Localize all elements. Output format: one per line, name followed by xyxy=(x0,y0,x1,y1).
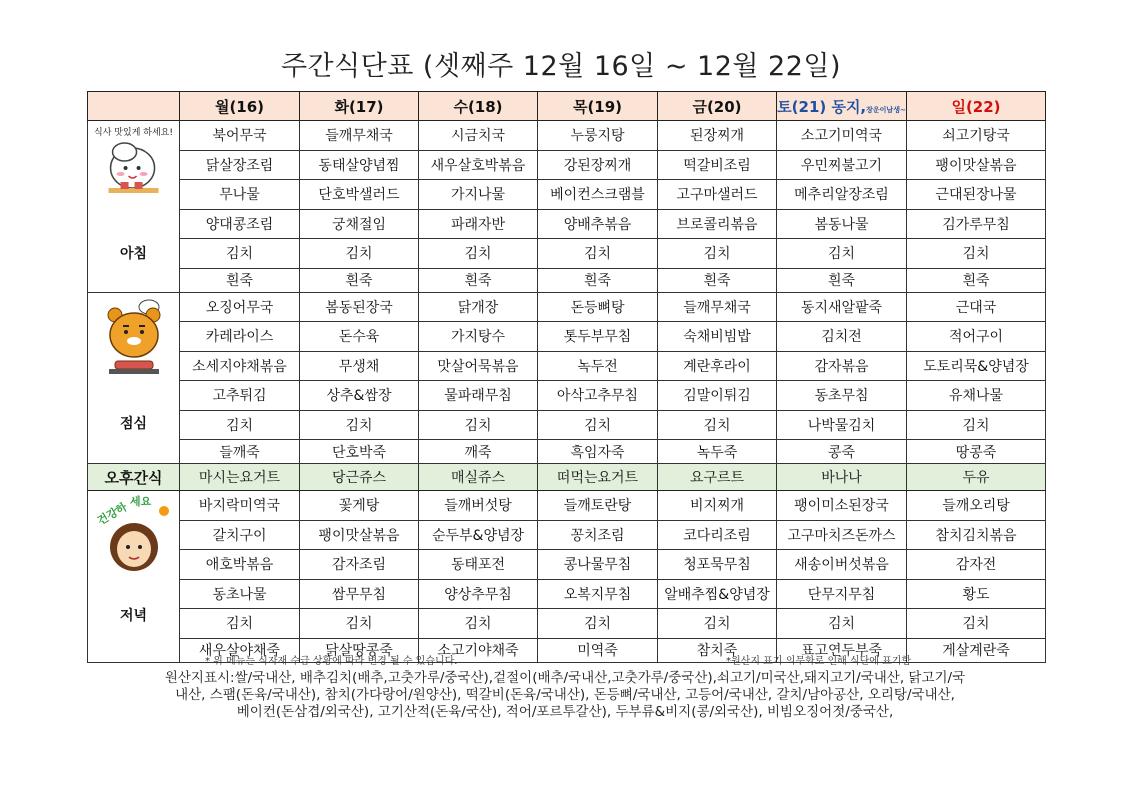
day-header: 월(16) xyxy=(180,92,300,121)
menu-item: 청포묵무침 xyxy=(658,550,777,580)
menu-item: 고추튀김 xyxy=(180,381,300,411)
day-header: 금(20) xyxy=(658,92,777,121)
menu-item: 동지새알팥죽 xyxy=(777,292,907,322)
menu-item: 김치전 xyxy=(777,322,907,352)
menu-item: 새우살호박볶음 xyxy=(419,150,538,180)
snack-item: 매실쥬스 xyxy=(419,464,538,491)
dinner-meal-cell xyxy=(88,491,180,663)
day-header-sunday: 일(22) xyxy=(907,92,1046,121)
menu-item: 김치 xyxy=(538,239,658,269)
menu-item: 김치 xyxy=(907,410,1046,440)
menu-item: 황도 xyxy=(907,579,1046,609)
menu-item: 나박물김치 xyxy=(777,410,907,440)
menu-item: 김치 xyxy=(300,239,419,269)
menu-item: 적어구이 xyxy=(907,322,1046,352)
menu-item: 김가루무침 xyxy=(907,209,1046,239)
menu-item: 동태포전 xyxy=(419,550,538,580)
porridge-item: 흰죽 xyxy=(658,268,777,292)
menu-item: 김치 xyxy=(419,239,538,269)
day-header: 화(17) xyxy=(300,92,419,121)
porridge-item: 흰죽 xyxy=(777,268,907,292)
menu-item: 브로콜리볶음 xyxy=(658,209,777,239)
menu-item: 우민찌불고기 xyxy=(777,150,907,180)
menu-item: 동초무침 xyxy=(777,381,907,411)
menu-item: 들깨무채국 xyxy=(300,121,419,151)
snack-item: 바나나 xyxy=(777,464,907,491)
menu-item: 된장찌개 xyxy=(658,121,777,151)
menu-item: 참치김치볶음 xyxy=(907,520,1046,550)
menu-item: 김치 xyxy=(180,609,300,639)
menu-item: 들깨무채국 xyxy=(658,292,777,322)
menu-item: 오복지무침 xyxy=(538,579,658,609)
menu-item: 아삭고추무침 xyxy=(538,381,658,411)
menu-item: 김치 xyxy=(658,239,777,269)
origin-line: 원산지표시:쌀/국내산, 배추김치(배추,고춧가루/중국산),겉절이(배추/국내산,고춧가루/중국산),쇠고기/미국산,돼지고기/국내산, 닭고기/국 xyxy=(164,670,966,686)
menu-item: 계란후라이 xyxy=(658,351,777,381)
menu-item: 돈수육 xyxy=(300,322,419,352)
menu-item: 맛살어묵볶음 xyxy=(419,351,538,381)
weekly-menu-table xyxy=(87,91,1046,663)
menu-item: 비지찌개 xyxy=(658,491,777,521)
menu-item: 시금치국 xyxy=(419,121,538,151)
breakfast-label: 아침 xyxy=(119,246,148,262)
porridge-item: 깨죽 xyxy=(419,440,538,464)
porridge-item: 콩죽 xyxy=(777,440,907,464)
menu-item: 바지락미역국 xyxy=(180,491,300,521)
menu-item: 김치 xyxy=(300,609,419,639)
snack-item: 당근쥬스 xyxy=(300,464,419,491)
menu-item: 녹두전 xyxy=(538,351,658,381)
menu-item: 고구마치즈돈까스 xyxy=(777,520,907,550)
menu-item: 단무지무침 xyxy=(777,579,907,609)
menu-item: 봄동나물 xyxy=(777,209,907,239)
menu-item: 콩나물무침 xyxy=(538,550,658,580)
menu-item: 감자전 xyxy=(907,550,1046,580)
day-header: 목(19) xyxy=(538,92,658,121)
menu-item: 애호박볶음 xyxy=(180,550,300,580)
origin-line: 내산, 스팸(돈육/국내산), 참치(가다랑어/원양산), 떡갈비(돈육/국내산), 돈등뼈/국내산, 고등어/국내산, 갈치/남아공산, 오리탕/국내산, xyxy=(175,687,955,703)
menu-item: 톳두부무침 xyxy=(538,322,658,352)
snack-label: 오후간식 xyxy=(88,464,180,491)
menu-item: 감자볶음 xyxy=(777,351,907,381)
menu-item: 소세지야채볶음 xyxy=(180,351,300,381)
day-header: 수(18) xyxy=(419,92,538,121)
menu-item: 강된장찌개 xyxy=(538,150,658,180)
menu-item: 근대된장나물 xyxy=(907,180,1046,210)
porridge-item: 단호박죽 xyxy=(300,440,419,464)
porridge-item: 흰죽 xyxy=(300,268,419,292)
menu-item: 새송이버섯볶음 xyxy=(777,550,907,580)
menu-item: 카레라이스 xyxy=(180,322,300,352)
menu-item: 김치 xyxy=(300,410,419,440)
porridge-item: 땅콩죽 xyxy=(907,440,1046,464)
snack-item: 떠먹는요거트 xyxy=(538,464,658,491)
porridge-item: 들깨죽 xyxy=(180,440,300,464)
porridge-item: 표고연두부죽 xyxy=(777,638,907,662)
menu-item: 상추&쌈장 xyxy=(300,381,419,411)
menu-item: 고구마샐러드 xyxy=(658,180,777,210)
menu-item: 숙채비빔밥 xyxy=(658,322,777,352)
saturday-note: 장운이남생~ xyxy=(866,105,906,114)
menu-item: 꽃게탕 xyxy=(300,491,419,521)
origin-info xyxy=(90,670,1040,721)
svg-text:세요: 세요 xyxy=(129,495,151,508)
menu-item: 베이컨스크램블 xyxy=(538,180,658,210)
origin-line: 베이컨(돈삼겹/외국산), 고기산적(돈육/국산), 적어/포르투갈산), 두부류&비지(콩/외국산), 비빔오징어젓/중국산, xyxy=(236,704,894,720)
porridge-item: 소고기야채죽 xyxy=(419,638,538,662)
menu-item: 소고기미역국 xyxy=(777,121,907,151)
illustration-caption: 식사 맛있게 하세요! xyxy=(94,128,173,138)
change-notice: * 위 메뉴는 식자재 수급 상황에 따라 변경 될 수 있습니다. xyxy=(205,656,458,667)
porridge-item: 흰죽 xyxy=(538,268,658,292)
porridge-item: 흰죽 xyxy=(180,268,300,292)
menu-item: 가지나물 xyxy=(419,180,538,210)
porridge-item: 참치죽 xyxy=(658,638,777,662)
menu-item: 김치 xyxy=(180,239,300,269)
menu-item: 코다리조림 xyxy=(658,520,777,550)
menu-item: 물파래무침 xyxy=(419,381,538,411)
menu-item: 순두부&양념장 xyxy=(419,520,538,550)
porridge-item: 미역죽 xyxy=(538,638,658,662)
menu-item: 무나물 xyxy=(180,180,300,210)
menu-item: 김치 xyxy=(907,609,1046,639)
dinner-label: 저녁 xyxy=(119,608,148,624)
porridge-item: 흰죽 xyxy=(419,268,538,292)
menu-item: 김치 xyxy=(658,410,777,440)
menu-item: 북어무국 xyxy=(180,121,300,151)
menu-item: 유채나물 xyxy=(907,381,1046,411)
menu-item: 궁채절임 xyxy=(300,209,419,239)
menu-item: 쌈무무침 xyxy=(300,579,419,609)
menu-item: 양상추무침 xyxy=(419,579,538,609)
menu-item: 들깨버섯탕 xyxy=(419,491,538,521)
menu-item: 김치 xyxy=(538,410,658,440)
menu-item: 김치 xyxy=(777,239,907,269)
bear-illustration xyxy=(101,297,167,383)
menu-item: 파래자반 xyxy=(419,209,538,239)
menu-item: 김말이튀김 xyxy=(658,381,777,411)
menu-item: 김치 xyxy=(658,609,777,639)
menu-item: 감자조림 xyxy=(300,550,419,580)
menu-item: 팽이미소된장국 xyxy=(777,491,907,521)
origin-notice: *원산지 표기 의무화로 인해 식단에 표기함 xyxy=(726,656,912,667)
menu-item: 메추리알장조림 xyxy=(777,180,907,210)
menu-item: 도토리묵&양념장 xyxy=(907,351,1046,381)
menu-item: 김치 xyxy=(538,609,658,639)
menu-item: 알배추찜&양념장 xyxy=(658,579,777,609)
menu-item: 들깨오리탕 xyxy=(907,491,1046,521)
lunch-label: 점심 xyxy=(119,415,148,432)
menu-item: 김치 xyxy=(907,239,1046,269)
svg-text:건강하: 건강하 xyxy=(94,500,129,528)
menu-item: 김치 xyxy=(777,609,907,639)
menu-item: 무생채 xyxy=(300,351,419,381)
menu-item: 김치 xyxy=(180,410,300,440)
chef-illustration xyxy=(94,125,173,204)
porridge-item: 새우살야채죽 xyxy=(180,638,300,662)
day-header-saturday xyxy=(777,92,907,121)
porridge-item: 흰죽 xyxy=(907,268,1046,292)
menu-item: 동태살양념찜 xyxy=(300,150,419,180)
porridge-item: 닭살땅콩죽 xyxy=(300,638,419,662)
corner-cell xyxy=(88,92,180,121)
menu-item: 팽이맛살볶음 xyxy=(300,520,419,550)
menu-item: 가지탕수 xyxy=(419,322,538,352)
menu-item: 팽이맛살볶음 xyxy=(907,150,1046,180)
menu-item: 단호박샐러드 xyxy=(300,180,419,210)
porridge-item: 흑임자죽 xyxy=(538,440,658,464)
menu-item: 돈등뼈탕 xyxy=(538,292,658,322)
menu-item: 양배추볶음 xyxy=(538,209,658,239)
menu-item: 김치 xyxy=(419,609,538,639)
menu-item: 양대콩조림 xyxy=(180,209,300,239)
snack-item: 마시는요거트 xyxy=(180,464,300,491)
menu-item: 갈치구이 xyxy=(180,520,300,550)
menu-item: 누룽지탕 xyxy=(538,121,658,151)
snack-item: 두유 xyxy=(907,464,1046,491)
menu-item: 꽁치조림 xyxy=(538,520,658,550)
menu-item: 봄동된장국 xyxy=(300,292,419,322)
breakfast-meal-cell xyxy=(88,121,180,293)
saturday-label: 토(21) 동지, xyxy=(777,97,867,116)
menu-item: 동초나물 xyxy=(180,579,300,609)
menu-item: 떡갈비조림 xyxy=(658,150,777,180)
page-title: 주간식단표 (셋째주 12월 16일 ~ 12월 22일) xyxy=(280,51,842,82)
illustration-caption-art xyxy=(94,493,174,577)
menu-item: 닭개장 xyxy=(419,292,538,322)
menu-item: 근대국 xyxy=(907,292,1046,322)
menu-item: 오징어무국 xyxy=(180,292,300,322)
menu-item: 닭살장조림 xyxy=(180,150,300,180)
menu-item: 김치 xyxy=(419,410,538,440)
menu-item: 들깨토란탕 xyxy=(538,491,658,521)
girl-illustration xyxy=(94,493,174,577)
porridge-item: 게살계란죽 xyxy=(907,638,1046,662)
menu-item: 쇠고기탕국 xyxy=(907,121,1046,151)
snack-item: 요구르트 xyxy=(658,464,777,491)
lunch-meal-cell xyxy=(88,292,180,464)
porridge-item: 녹두죽 xyxy=(658,440,777,464)
